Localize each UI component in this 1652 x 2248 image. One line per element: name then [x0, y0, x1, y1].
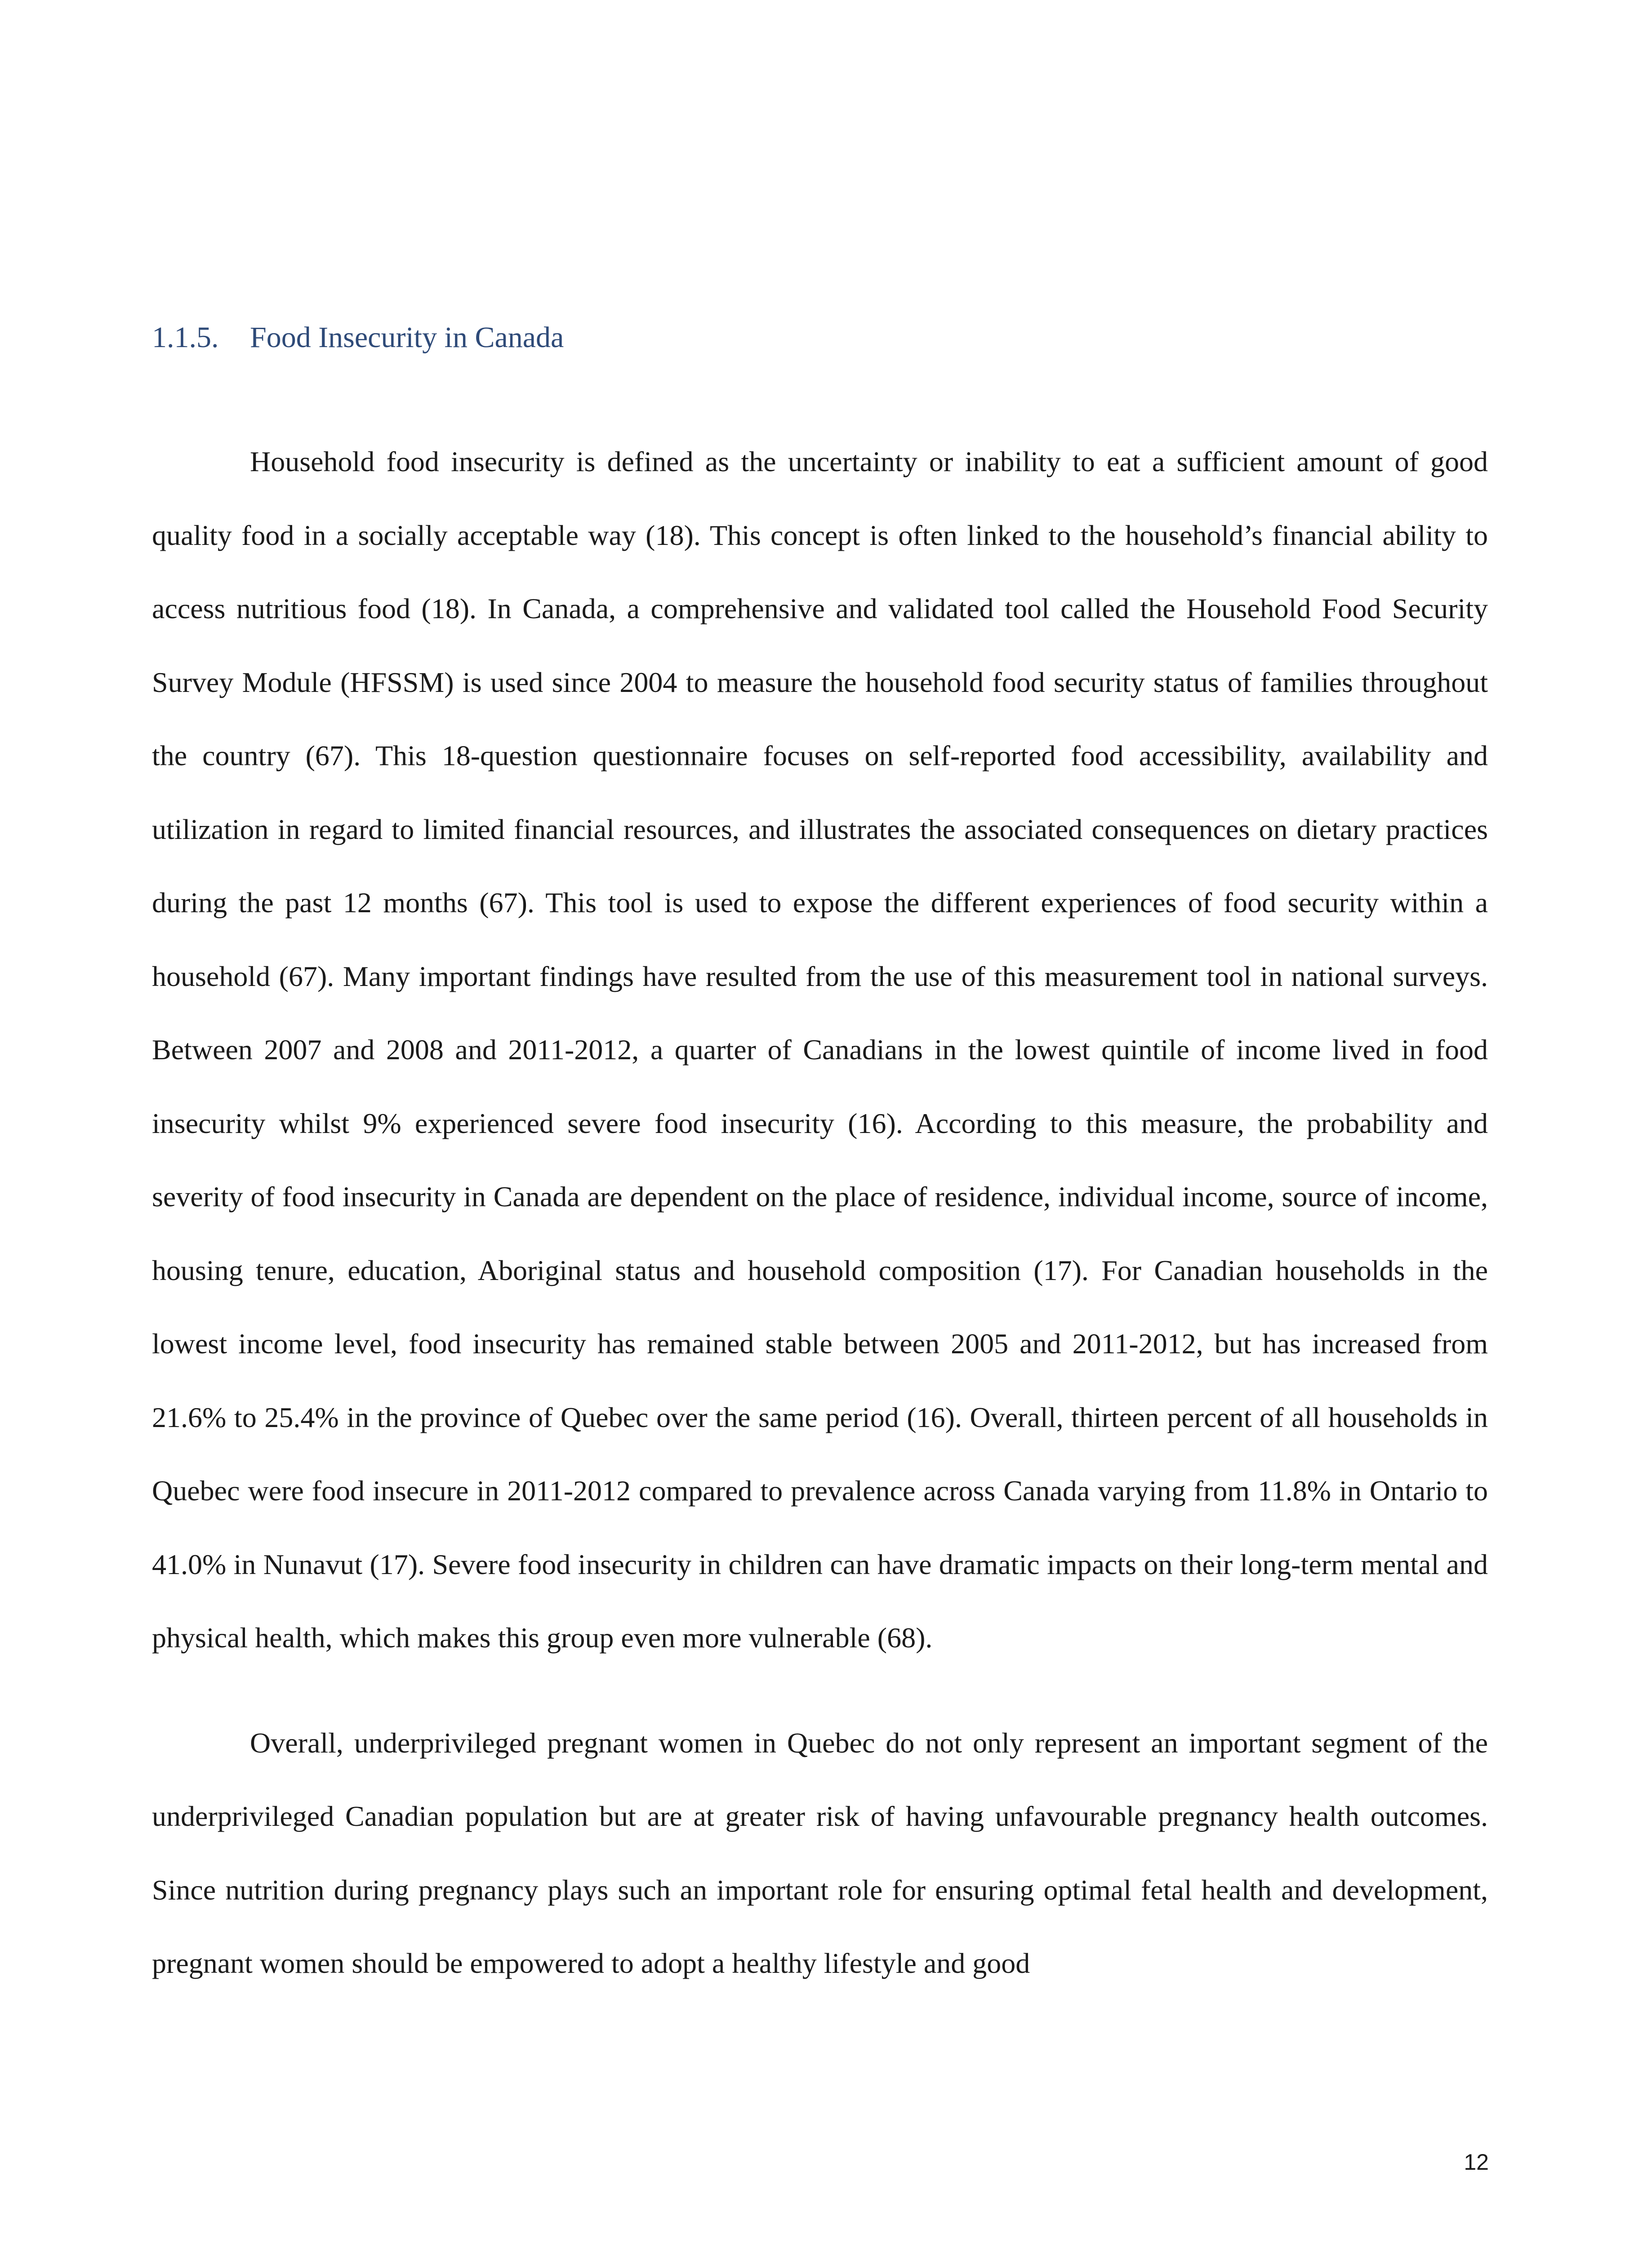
paragraph: Household food insecurity is defined as the uncertainty or inability to eat a sufficient amount of good quality food in a socially acceptable way (18). This concept is often linked to the household’s financial ability to access nutritious food (18). In Canada, a comprehensive and validated tool called the Household Food Security Survey Module (HFSSM) is used since 2004 to measure the household food security status of families throughout the country (67). This 18-question questionnaire focuses on self-reported food accessibility, availability and utilization in regard to limited financial resources, and illustrates the associated consequences on dietary practices during the past 12 months (67). This tool is used to expose the different experiences of food security within a household (67). Many important findings have resulted from the use of this measurement tool in national surveys. Between 2007 and 2008 and 2011-2012, a quarter of Canadians in the lowest quintile of income lived in food insecurity whilst 9% experienced severe food insecurity (16). According to this measure, the probability and severity of food insecurity in Canada are dependent on the place of residence, individual income, source of income, housing tenure, education, Aboriginal status and household composition (17). For Canadian households in the lowest income level, food insecurity has remained stable between 2005 and 2011-2012, but has increased from 21.6% to 25.4% in the province of Quebec over the same period (16). Overall, thirteen percent of all households in Quebec were food insecure in 2011-2012 compared to prevalence across Canada varying from 11.8% in Ontario to 41.0% in Nunavut (17). Severe food insecurity in children can have dramatic impacts on their long-term mental and physical health, which makes this group even more vulnerable (68).: [152, 446, 1488, 1654]
section-heading: [152, 323, 564, 352]
section-title: Food Insecurity in Canada: [250, 321, 564, 354]
section-number: 1.1.5.: [152, 321, 219, 354]
page-number: 12: [1464, 2150, 1489, 2175]
paragraph: Overall, underprivileged pregnant women in Quebec do not only represent an important segment of the underprivileged Canadian population but are at greater risk of having unfavourable pregnancy health outcomes. Since nutrition during pregnancy plays such an important role for ensuring optimal fetal health and development, pregnant women should be empowered to adopt a healthy lifestyle and good: [152, 1726, 1488, 1979]
body-text: [152, 425, 1488, 2000]
